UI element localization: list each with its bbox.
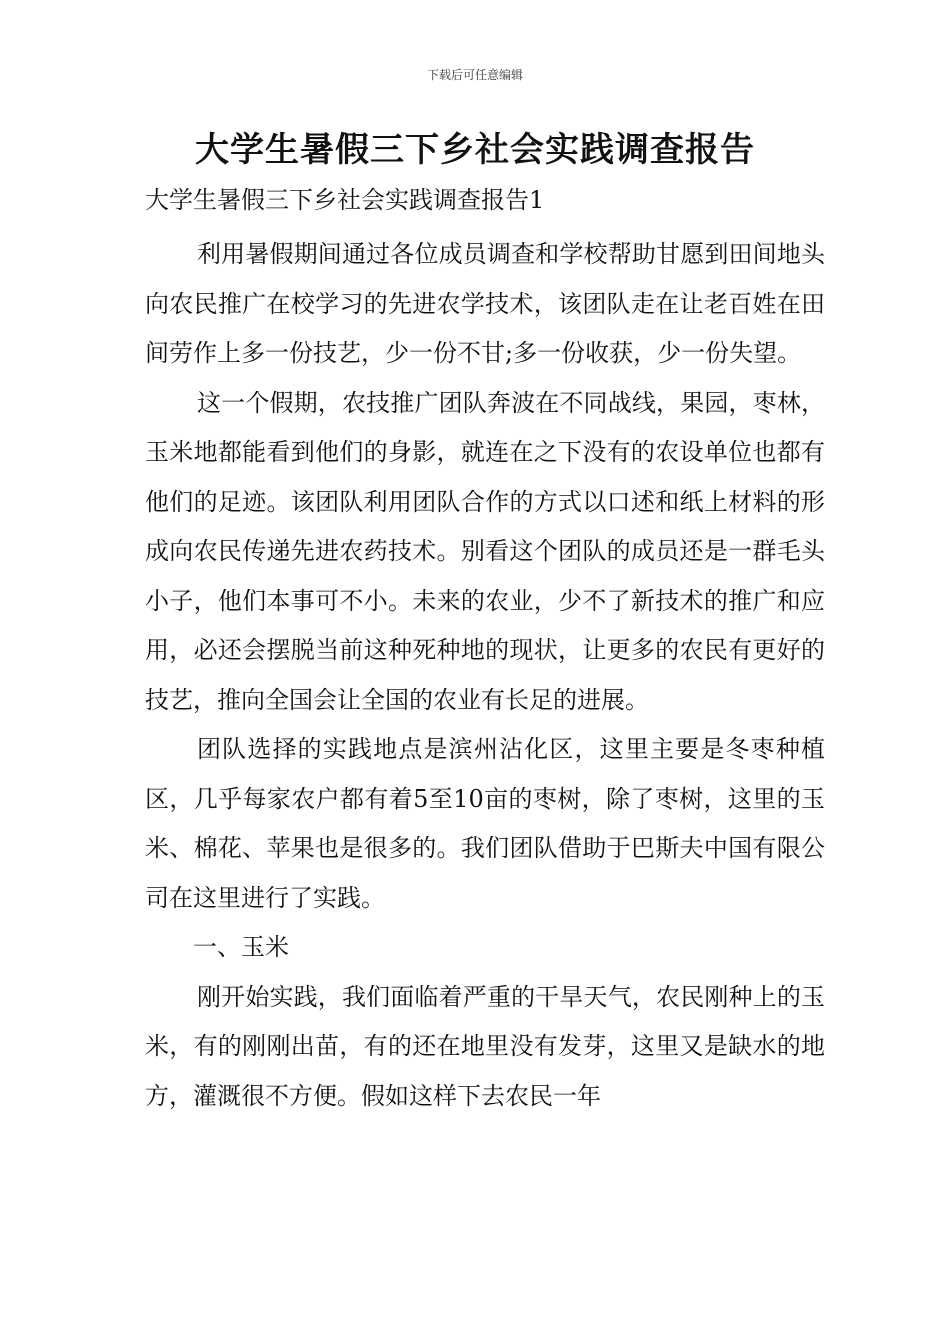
paragraph-3: 团队选择的实践地点是滨州沾化区，这里主要是冬枣种植区，几乎每家农户都有着5至10亩的枣树，除了枣树，这里的玉米、棉花、苹果也是很多的。我们团队借助于巴斯夫中国有限公司在这里进行了实践。: [145, 735, 825, 912]
paragraph-2: 这一个假期，农技推广团队奔波在不同战线，果园，枣林，玉米地都能看到他们的身影，就连在之下没有的农设单位也都有他们的足迹。该团队利用团队合作的方式以口述和纸上材料的形成向农民传递先进农药技术。别看这个团队的成员还是一群毛头小子，他们本事可不小。未来的农业，少不了新技术的推广和应用，必还会摆脱当前这种死种地的现状，让更多的农民有更好的技艺，推向全国会让全国的农业有长足的进展。: [145, 388, 825, 714]
document-body: [145, 182, 825, 1121]
report-subtitle: 大学生暑假三下乡社会实践调查报告1: [145, 186, 545, 214]
section-paragraph: 刚开始实践，我们面临着严重的干旱天气，农民刚种上的玉米，有的刚刚出苗，有的还在地里没有发芽，这里又是缺水的地方，灌溉很不方便。假如这样下去农民一年: [145, 982, 825, 1110]
document-title: 大学生暑假三下乡社会实践调查报告: [195, 130, 755, 170]
paragraph-1: 利用暑假期间通过各位成员调查和学校帮助甘愿到田间地头向农民推广在校学习的先进农学技术，该团队走在让老百姓在田间劳作上多一份技艺，少一份不甘;多一份收获，少一份失望。: [145, 240, 825, 367]
section-heading-corn: 一、玉米: [193, 933, 289, 961]
header-note: 下载后可任意编辑: [426, 68, 523, 82]
